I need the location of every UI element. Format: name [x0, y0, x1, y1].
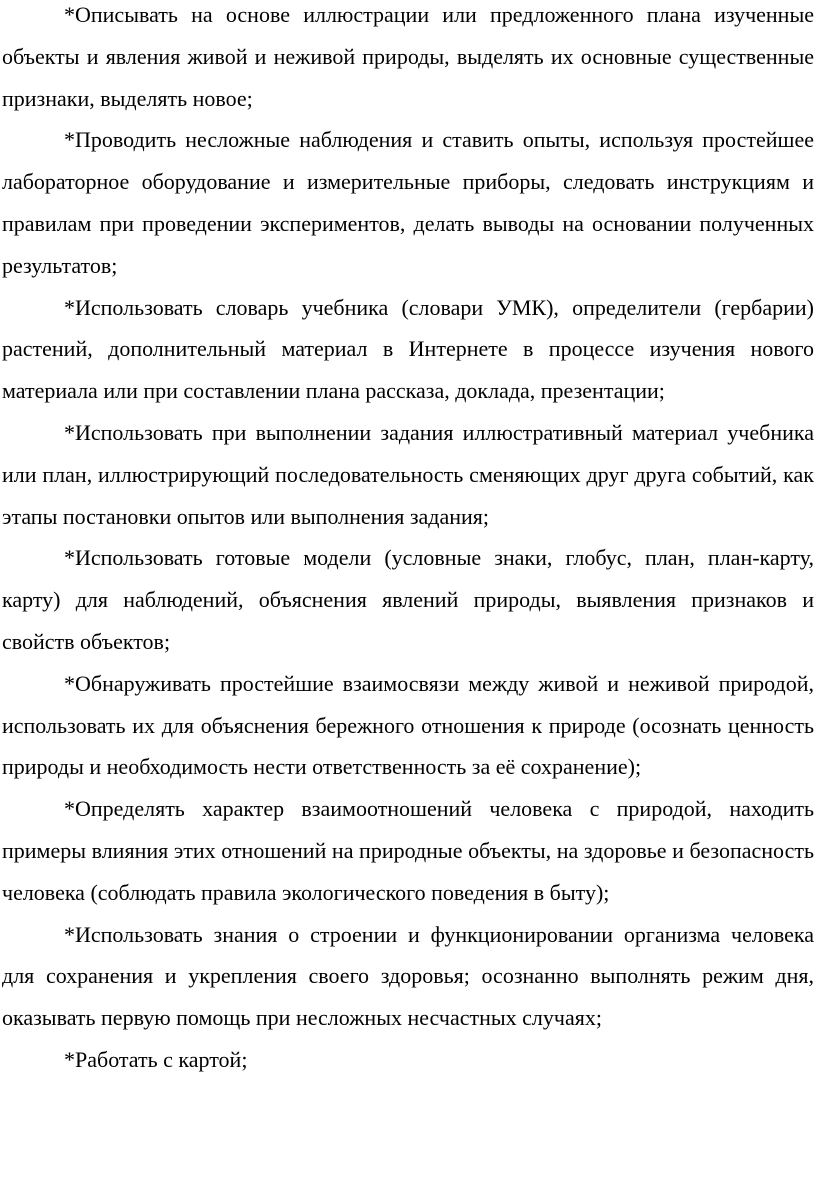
paragraph-use-illustrative-material: *Использовать при выполнении задания иллюстративный материал учебника или план, иллюстрирующий последовательность сменяющих друг друга событий, как этапы постановки опытов или выполнения задания; — [2, 419, 814, 529]
paragraph-work-with-map: *Работать с картой; — [64, 1046, 248, 1072]
paragraph-describe-objects: *Описывать на основе иллюстрации или предложенного плана изученные объекты и явления живой и неживой природы, выделять их основные существенные признаки, выделять новое; — [2, 2, 814, 111]
paragraph-use-models: *Использовать готовые модели (условные знаки, глобус, план, план-карту, карту) для наблюдений, объяснения явлений природы, выявления признаков и свойств объектов; — [2, 545, 814, 654]
paragraph-human-nature-relations: *Определять характер взаимоотношений человека с природой, находить примеры влияния этих отношений на природные объекты, на здоровье и безопасность человека (соблюдать правила экологического поведения в быту); — [2, 796, 814, 905]
paragraph-find-interconnections: *Обнаруживать простейшие взаимосвязи между живой и неживой природой, использовать их для объяснения бережного отношения к природе (осознать ценность природы и необходимость нести ответственность за её сохранение); — [2, 670, 814, 780]
paragraph-conduct-experiments: *Проводить несложные наблюдения и ставить опыты, используя простейшее лабораторное оборудование и измерительные приборы, следовать инструкциям и правилам при проведении экспериментов, делать выводы на основании полученных результатов; — [2, 127, 814, 278]
paragraph-health-knowledge: *Использовать знания о строении и функционировании организма человека для сохранения и укрепления своего здоровья; осознанно выполнять режим дня, оказывать первую помощь при несложных несчастных случаях; — [2, 921, 814, 1031]
paragraph-use-dictionary: *Использовать словарь учебника (словари УМК), определители (гербарии) растений, дополнительный материал в Интернете в процессе изучения нового материала или при составлении плана рассказа, доклада, презентации; — [2, 294, 814, 404]
